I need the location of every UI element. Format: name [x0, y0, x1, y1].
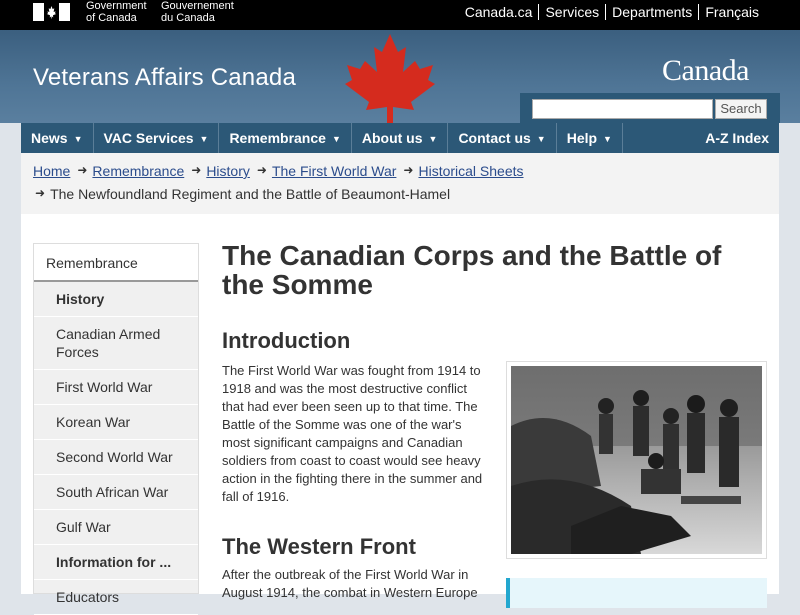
sidebar-item-canadian-armed-forces[interactable]: Canadian Armed Forces	[34, 317, 198, 370]
chevron-down-icon: ▼	[536, 134, 546, 144]
nav-about-us-label: About us	[361, 130, 423, 146]
battle-photo[interactable]	[506, 361, 767, 559]
canada-ca-link[interactable]: Canada.ca	[464, 4, 533, 20]
government-of-canada-en[interactable]	[86, 0, 147, 24]
nav-help-label: Help	[566, 130, 598, 146]
nav-vac-services-label: VAC Services	[103, 130, 194, 146]
intro-paragraph: The First World War was fought from 1914 to 1918 and was the most destructive conflict that had ever been seen up to that time. The Battle of the Somme was one of the war's most significant campaigns and Canadian soldiers from coast to coast would see heavy action in the fighting there in the summer and fall of 1916.	[222, 363, 483, 504]
nav-az-index[interactable]: A-Z Index	[705, 130, 769, 146]
site-title[interactable]: Veterans Affairs Canada	[33, 64, 296, 91]
maple-leaf-icon	[343, 32, 437, 124]
arrow-right-icon: ➜	[77, 163, 88, 177]
federal-identity-bar	[0, 0, 800, 30]
wordmark-text: Canada	[662, 54, 749, 87]
breadcrumb	[21, 153, 779, 214]
sidebar-item-first-world-war[interactable]: First World War	[34, 370, 198, 405]
main-nav	[21, 123, 779, 153]
arrow-right-icon: ➜	[191, 163, 202, 177]
chevron-down-icon: ▼	[331, 134, 341, 144]
nav-contact-us-label: Contact us	[458, 130, 531, 146]
arrow-right-icon: ➜	[403, 163, 414, 177]
search-bar	[520, 93, 780, 123]
site-banner	[0, 30, 800, 123]
info-callout-box	[506, 578, 767, 608]
chevron-down-icon: ▼	[428, 134, 438, 144]
nav-help[interactable]	[557, 123, 623, 153]
content-panel	[21, 153, 779, 605]
francais-link[interactable]: Français	[698, 4, 765, 20]
canada-flag-icon	[33, 3, 70, 21]
nav-remembrance-label: Remembrance	[229, 130, 326, 146]
sidebar-item-history[interactable]: History	[34, 282, 198, 317]
section-heading-introduction: Introduction	[222, 328, 351, 353]
breadcrumb-home[interactable]: Home	[33, 163, 71, 179]
nav-news[interactable]	[21, 123, 94, 153]
breadcrumb-remembrance[interactable]: Remembrance	[92, 163, 185, 179]
sidebar	[33, 243, 199, 605]
breadcrumb-first-world-war[interactable]: The First World War	[271, 163, 397, 179]
nav-about-us[interactable]	[352, 123, 449, 153]
services-link[interactable]: Services	[538, 4, 605, 20]
gouvernement-du-canada-fr[interactable]	[161, 0, 234, 24]
top-links	[459, 4, 765, 20]
search-input[interactable]	[532, 99, 713, 119]
sidebar-heading[interactable]: Remembrance	[34, 244, 198, 282]
gov-fr-line1: Gouvernement	[161, 0, 234, 12]
sidebar-item-south-african-war[interactable]: South African War	[34, 475, 198, 510]
gov-fr-line2: du Canada	[161, 12, 215, 24]
nav-vac-services[interactable]	[94, 123, 220, 153]
departments-link[interactable]: Departments	[605, 4, 698, 20]
arrow-right-icon: ➜	[256, 163, 267, 177]
nav-contact-us[interactable]	[448, 123, 556, 153]
gov-en-line1: Government	[86, 0, 147, 12]
chevron-down-icon: ▼	[603, 134, 612, 144]
sidebar-item-gulf-war[interactable]: Gulf War	[34, 510, 198, 545]
sidebar-item-second-world-war[interactable]: Second World War	[34, 440, 198, 475]
breadcrumb-current: The Newfoundland Regiment and the Battle of Beaumont-Hamel	[50, 186, 451, 202]
breadcrumb-historical-sheets[interactable]: Historical Sheets	[418, 163, 524, 179]
breadcrumb-history[interactable]: History	[206, 163, 250, 179]
page-title: The Canadian Corps and the Battle of the Somme	[222, 240, 722, 300]
sidebar-item-korean-war[interactable]: Korean War	[34, 405, 198, 440]
sidebar-item-information-for[interactable]: Information for ...	[34, 545, 198, 580]
soldiers-photo-image	[511, 366, 762, 554]
section-heading-western-front: The Western Front	[222, 534, 416, 559]
arrow-right-icon: ➜	[35, 186, 46, 200]
gov-en-line2: of Canada	[86, 12, 137, 24]
search-button[interactable]: Search	[715, 99, 767, 119]
chevron-down-icon: ▼	[199, 134, 209, 144]
sidebar-item-educators[interactable]: Educators	[34, 580, 198, 615]
nav-news-label: News	[31, 130, 68, 146]
western-front-paragraph: After the outbreak of the First World War in August 1914, the combat in Western Europe	[222, 567, 478, 600]
chevron-down-icon: ▼	[73, 134, 83, 144]
nav-remembrance[interactable]	[219, 123, 351, 153]
canada-wordmark	[662, 54, 749, 88]
